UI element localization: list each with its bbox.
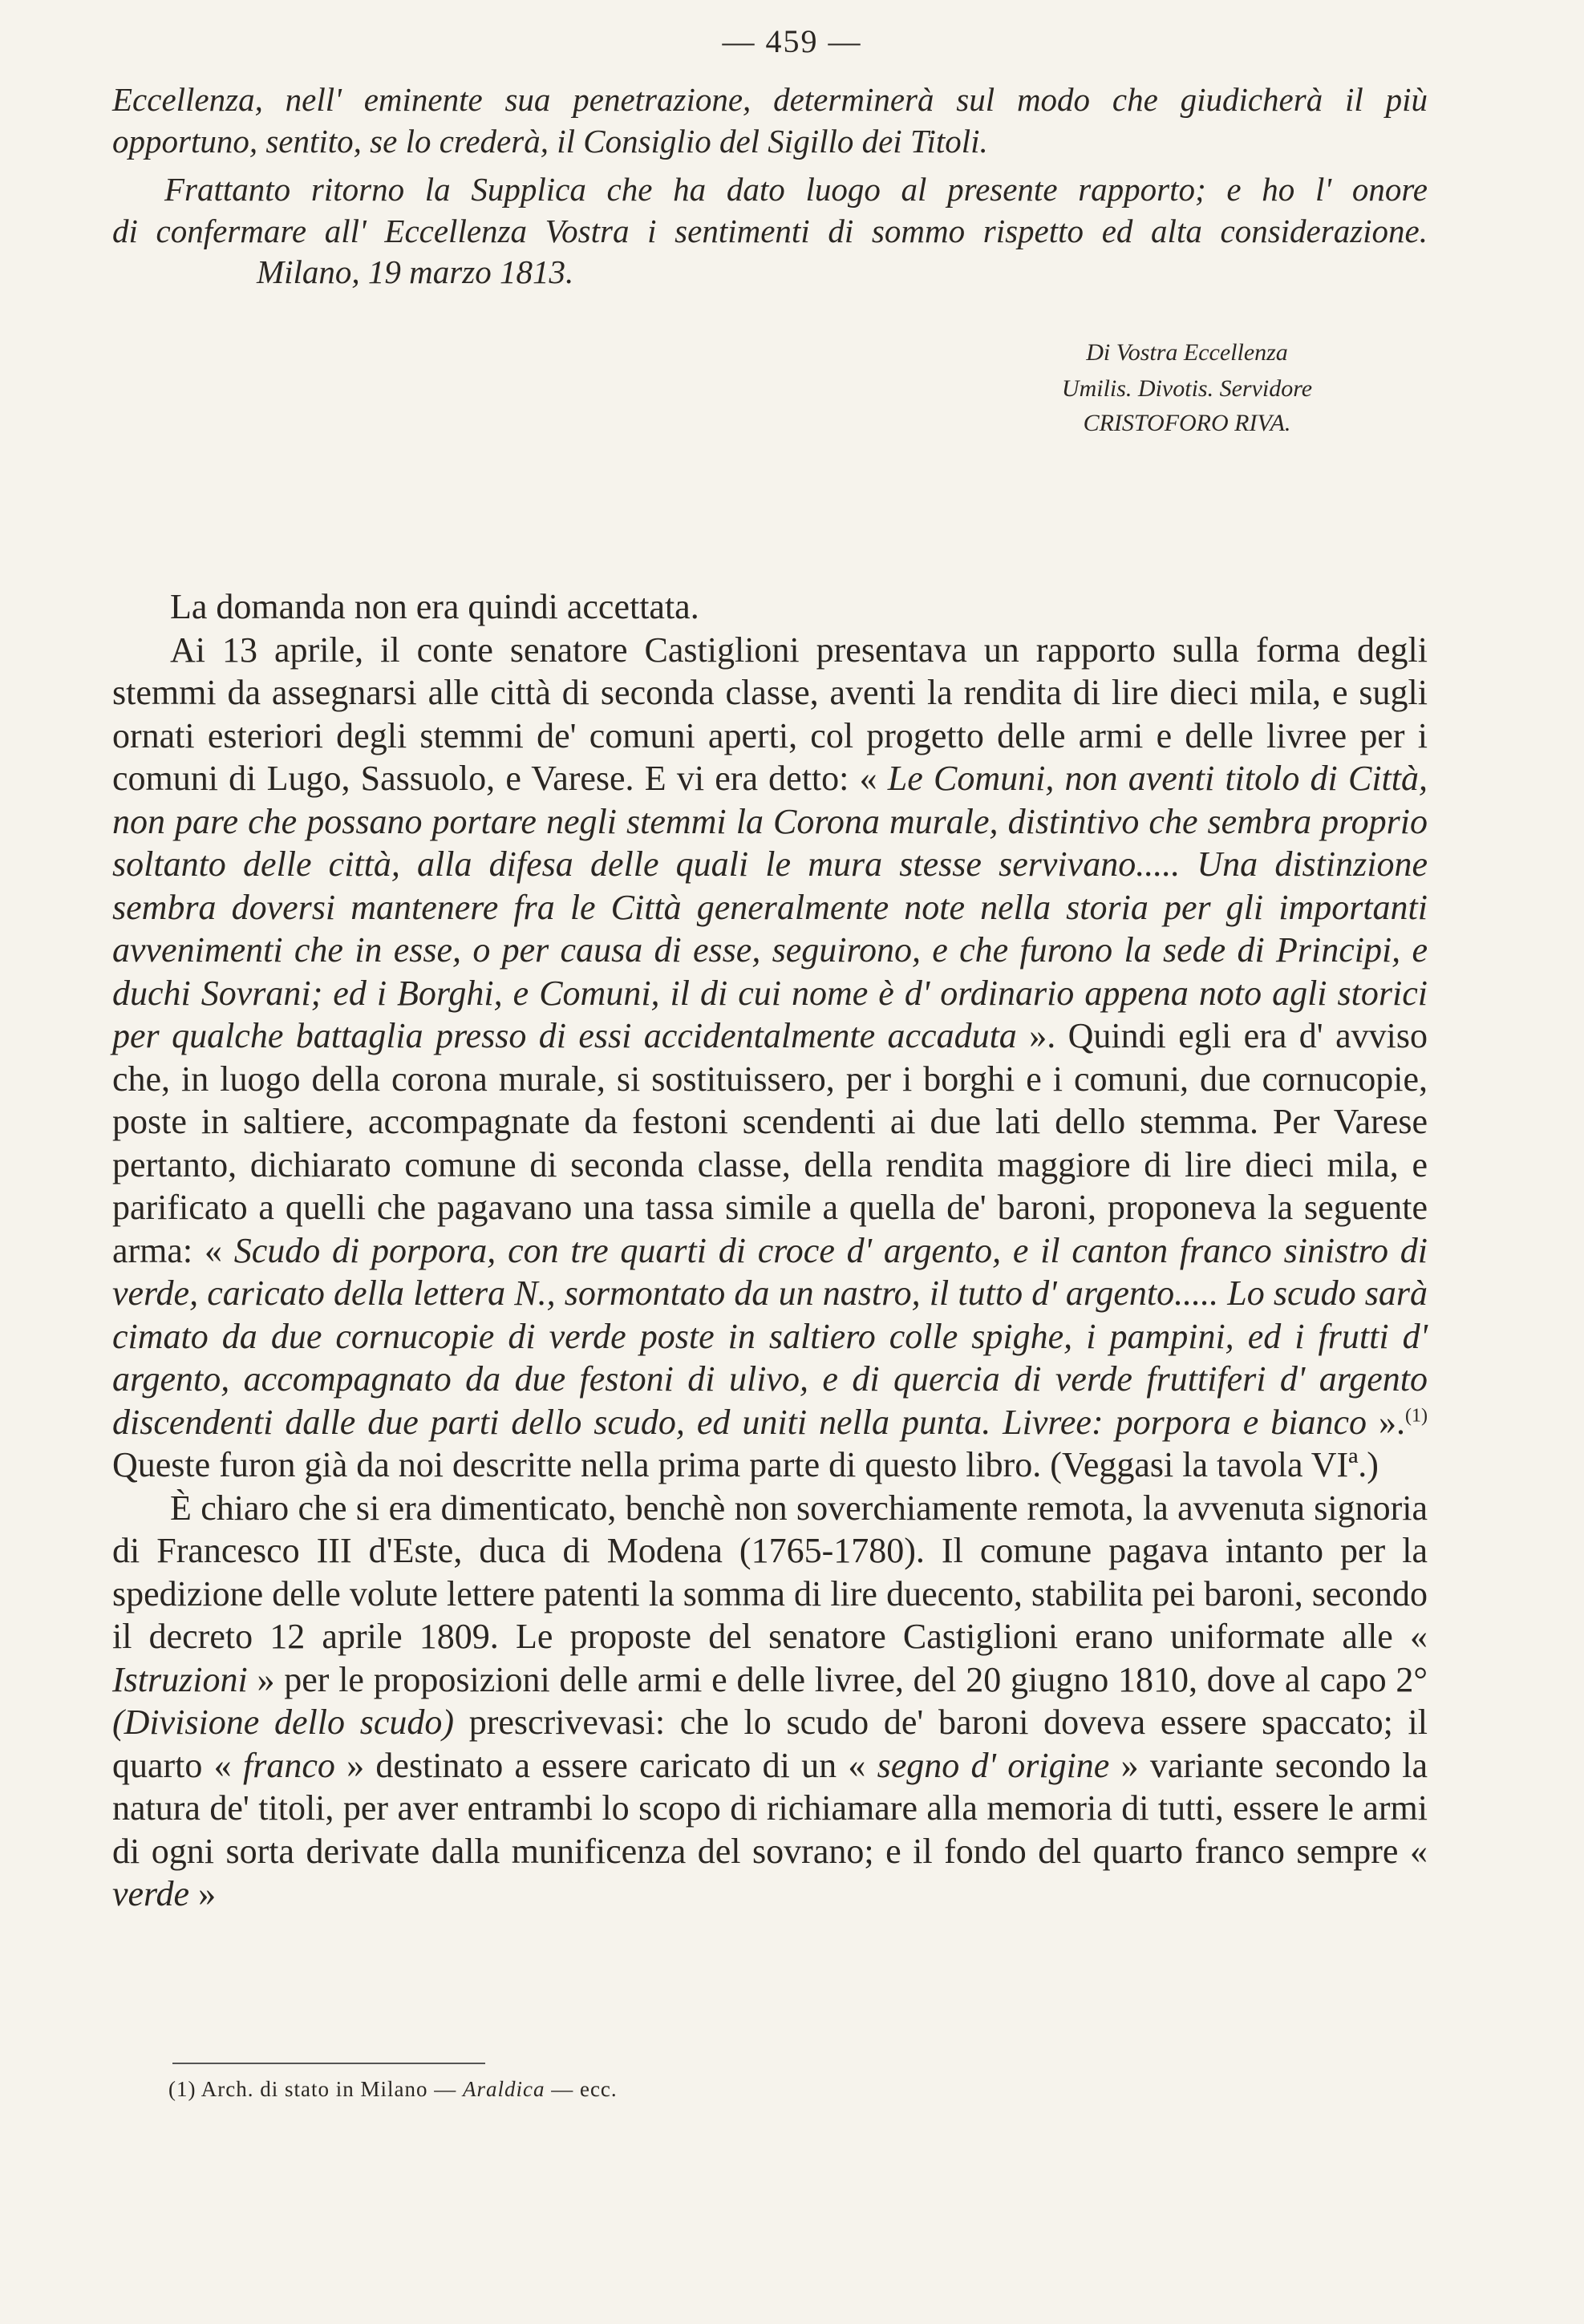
footnote-suffix: — ecc. <box>545 2077 618 2101</box>
paragraph-3-quote-4: segno d' origine <box>877 1745 1110 1785</box>
paragraph-1: La domanda non era quindi accettata. <box>170 587 699 626</box>
signature-line-1: Di Vostra Eccellenza <box>1086 339 1288 366</box>
paragraph-3-text-c: prescrivevasi: che lo scudo de' baroni doveva essere spaccato; il quarto « <box>112 1703 1428 1785</box>
footnote-reference[interactable]: (1) <box>1405 1404 1428 1426</box>
paragraph-3-text-e: » variante secondo la natura de' titoli, per aver entrambi lo scopo di richiamare alla memoria di tutti, essere le armi di ogni sorta derivate dalla munificenza del sovrano; e il fondo del quarto franco sempre « <box>112 1745 1428 1871</box>
letter-line-1: Eccellenza, nell' eminente sua penetrazione, determinerà sul modo che giudicherà il più <box>112 81 1428 118</box>
signature-line-2: Umilis. Divotis. Servidore <box>1061 375 1313 402</box>
letter-date: Milano, 19 marzo 1813. <box>257 253 574 290</box>
paragraph-3-text-b: » per le proposizioni delle armi e delle livree, del 20 giugno 1810, dove al capo 2° <box>257 1659 1428 1699</box>
paragraph-2-text-3a: ». <box>1379 1402 1406 1442</box>
paragraph-2 <box>112 629 1428 1487</box>
page-number: — 459 — <box>722 23 862 59</box>
paragraph-2-quote-1: Le Comuni, non aventi titolo di Città, non pare che possano portare negli stemmi la Corona murale, distintivo che sembra proprio soltanto delle città, alla difesa delle quali le mura stesse servivano..... Una distinzione sembra doversi mantenere fra le Città generalmente note nella storia per gli importanti avvenimenti che in esse, o per causa di esse, seguirono, e che furono la sede di Principi, e duchi Sovrani; ed i Borghi, e Comuni, il di cui nome è d' ordinario appena noto agli storici per qualche battaglia presso di essi accidentalmente accaduta <box>112 759 1428 1055</box>
letter-line-3: Frattanto ritorno la Supplica che ha dato luogo al presente rapporto; e ho l' onore <box>164 171 1428 208</box>
paragraph-3-text-d: » destinato a essere caricato di un « <box>346 1745 866 1785</box>
letter-line-4: di confermare all' Eccellenza Vostra i sentimenti di sommo rispetto ed alta considerazione. <box>112 213 1428 249</box>
paragraph-3 <box>112 1487 1428 1916</box>
paragraph-2-quote-2: Scudo di porpora, con tre quarti di croce d' argento, e il canton franco sinistro di verde, caricato della lettera N., sormontato da un nastro, il tutto d' argento..... Lo scudo sarà cimato da due cornucopie di verde poste in saltiero colle spighe, i pampini, ed i frutti d' argento, accompagnato da due festoni di ulivo, e di quercia di verde fruttiferi d' argento discendenti dalle due parti dello scudo, ed uniti nella punta. Livree: porpora e bianco <box>112 1230 1428 1442</box>
paragraph-2-text-3b: Queste furon già da noi descritte nella prima parte di questo libro. (Veggasi la tavola VIª.) <box>112 1445 1379 1484</box>
letter-line-2: opportuno, sentito, se lo crederà, il Consiglio del Sigillo dei Titoli. <box>112 123 988 160</box>
paragraph-2-text-2: ». Quindi egli era d' avviso che, in luogo della corona murale, si sostituissero, per i borghi e i comuni, due cornucopie, poste in saltiere, accompagnate da festoni scendenti ai due lati dello stemma. Per Varese pertanto, dichiarato comune di seconda classe, della rendita maggiore di lire dieci mila, e parificato a quelli che pagavano una tassa simile a quella de' baroni, proponeva la seguente arma: « <box>112 1016 1428 1270</box>
paragraph-3-quote-1: Istruzioni <box>112 1659 248 1699</box>
paragraph-3-quote-2: (Divisione dello scudo) <box>112 1703 454 1742</box>
paragraph-3-quote-3: franco <box>242 1745 335 1785</box>
paragraph-3-text-a: È chiaro che si era dimenticato, benchè non soverchiamente remota, la avvenuta signoria di Francesco III d'Este, duca di Modena (1765-1780). Il comune pagava intanto per la spedizione delle volute lettere patenti la somma di lire duecento, stabilita pei baroni, secondo il decreto 12 aprile 1809. Le proposte del senatore Castiglioni erano uniformate alle « <box>112 1488 1428 1656</box>
footnote-italic: Araldica <box>462 2077 545 2101</box>
footnote-prefix: (1) Arch. di stato in Milano — <box>168 2077 463 2101</box>
signature-name: CRISTOFORO RIVA. <box>1083 410 1291 436</box>
footnote-divider <box>172 2063 485 2064</box>
paragraph-3-text-f: » <box>198 1874 217 1913</box>
footnote <box>168 2077 618 2102</box>
paragraph-3-quote-5: verde <box>112 1874 190 1913</box>
body-text <box>112 585 1428 1916</box>
paragraph-2-text-1: Ai 13 aprile, il conte senatore Castiglioni presentava un rapporto sulla forma degli stemmi da assegnarsi alle città di seconda classe, aventi la rendita di lire dieci mila, e sugli ornati esteriori degli stemmi de' comuni aperti, col progetto delle armi e delle livree per i comuni di Lugo, Sassuolo, e Varese. E vi era detto: « <box>112 630 1428 798</box>
